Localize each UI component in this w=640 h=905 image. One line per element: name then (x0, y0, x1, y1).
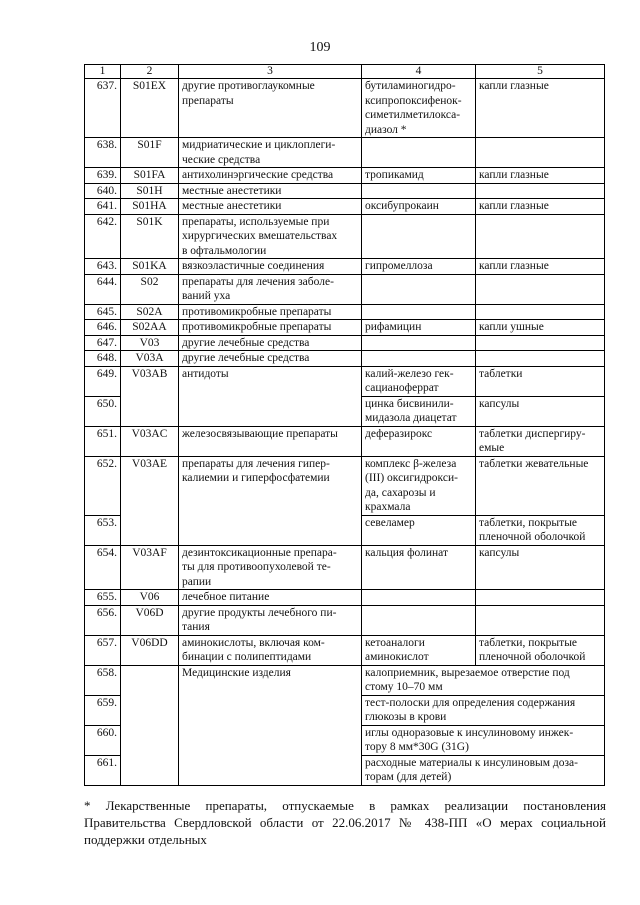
table-row (85, 274, 605, 304)
group-name: аминокислоты, включая ком- бинации с полипептидами (179, 635, 362, 665)
dosage-form: капли глазные (476, 199, 605, 215)
dosage-form: таблетки, покрытые пленочной оболочкой (476, 635, 605, 665)
atc-code: S01F (121, 138, 179, 168)
drug-name (362, 183, 476, 199)
row-number: 654. (85, 545, 121, 590)
column-header: 4 (362, 65, 476, 79)
atc-code-empty (121, 665, 179, 785)
group-name: мидриатические и циклоплеги- ческие средства (179, 138, 362, 168)
group-name: другие лечебные средства (179, 335, 362, 351)
group-name: препараты, используемые при хирургических вмешательствах в офтальмологии (179, 214, 362, 259)
drug-name: рифамицин (362, 320, 476, 336)
drug-name: цинка бисвинили- мидазола диацетат (362, 396, 476, 426)
table-row (85, 366, 605, 396)
atc-code: S01K (121, 214, 179, 259)
table-row (85, 665, 605, 695)
page-number: 109 (309, 40, 331, 55)
dosage-form (476, 605, 605, 635)
drug-name (362, 605, 476, 635)
row-number: 647. (85, 335, 121, 351)
dosage-form (476, 590, 605, 606)
dosage-form (476, 214, 605, 259)
group-name: Медицинские изделия (179, 665, 362, 785)
dosage-form: капли глазные (476, 168, 605, 184)
row-number: 643. (85, 259, 121, 275)
row-number: 646. (85, 320, 121, 336)
drug-list-table (84, 64, 605, 786)
table-row (85, 168, 605, 184)
column-header: 5 (476, 65, 605, 79)
medical-device-name: калоприемник, вырезаемое отверстие под стому 10–70 мм (362, 665, 605, 695)
group-name: другие противоглаукомные препараты (179, 79, 362, 138)
atc-code: V06DD (121, 635, 179, 665)
atc-code: V06D (121, 605, 179, 635)
table-row (85, 426, 605, 456)
row-number: 637. (85, 79, 121, 138)
row-number: 657. (85, 635, 121, 665)
drug-name (362, 335, 476, 351)
row-number: 659. (85, 695, 121, 725)
row-number: 658. (85, 665, 121, 695)
table-row (85, 590, 605, 606)
row-number: 650. (85, 396, 121, 426)
footnote: * Лекарственные препараты, отпускаемые в рамках реализации постановления Правительства Свердловской области от 22.06.2017 № 438-ПП «О мерах социальной поддержки отдельных (84, 798, 606, 847)
dosage-form (476, 335, 605, 351)
group-name: другие лечебные средства (179, 351, 362, 367)
table-row (85, 635, 605, 665)
dosage-form: капсулы (476, 545, 605, 590)
atc-code: S01HA (121, 199, 179, 215)
table-row (85, 259, 605, 275)
drug-name: тропикамид (362, 168, 476, 184)
row-number: 648. (85, 351, 121, 367)
dosage-form (476, 304, 605, 320)
medical-device-name: иглы одноразовые к инсулиновому инжек- тору 8 мм*30G (31G) (362, 725, 605, 755)
table-row (85, 351, 605, 367)
row-number: 638. (85, 138, 121, 168)
atc-code: V03AB (121, 366, 179, 426)
medical-device-name: тест-полоски для определения содержания глюкозы в крови (362, 695, 605, 725)
drug-name (362, 138, 476, 168)
column-header: 1 (85, 65, 121, 79)
drug-name: оксибупрокаин (362, 199, 476, 215)
row-number: 653. (85, 515, 121, 545)
table-row (85, 545, 605, 590)
atc-code: S02A (121, 304, 179, 320)
atc-code: V03 (121, 335, 179, 351)
group-name: другие продукты лечебного пи- тания (179, 605, 362, 635)
dosage-form: таблетки жевательные (476, 456, 605, 515)
atc-code: S01FA (121, 168, 179, 184)
group-name: местные анестетики (179, 183, 362, 199)
row-number: 639. (85, 168, 121, 184)
atc-code: V03A (121, 351, 179, 367)
column-header: 3 (179, 65, 362, 79)
drug-name: комплекс β-железа (III) оксигидрокси- да, сахарозы и крахмала (362, 456, 476, 515)
table-row (85, 214, 605, 259)
row-number: 645. (85, 304, 121, 320)
drug-name (362, 590, 476, 606)
table-row (85, 456, 605, 515)
row-number: 652. (85, 456, 121, 515)
atc-code: S02 (121, 274, 179, 304)
table-row (85, 138, 605, 168)
dosage-form: таблетки диспергиру- емые (476, 426, 605, 456)
table-row (85, 79, 605, 138)
group-name: препараты для лечения гипер- калиемии и гиперфосфатемии (179, 456, 362, 545)
group-name: дезинтоксикационные препара- ты для противоопухолевой те- рапии (179, 545, 362, 590)
row-number: 651. (85, 426, 121, 456)
dosage-form: таблетки, покрытые пленочной оболочкой (476, 515, 605, 545)
table-row (85, 183, 605, 199)
table-row (85, 320, 605, 336)
table-row (85, 335, 605, 351)
group-name: антидоты (179, 366, 362, 426)
dosage-form: капли глазные (476, 259, 605, 275)
dosage-form (476, 138, 605, 168)
drug-name (362, 214, 476, 259)
drug-name: севеламер (362, 515, 476, 545)
atc-code: V03AE (121, 456, 179, 545)
drug-name (362, 351, 476, 367)
atc-code: V06 (121, 590, 179, 606)
column-header: 2 (121, 65, 179, 79)
group-name: препараты для лечения заболе- ваний уха (179, 274, 362, 304)
dosage-form: капсулы (476, 396, 605, 426)
row-number: 641. (85, 199, 121, 215)
table-row (85, 199, 605, 215)
group-name: железосвязывающие препараты (179, 426, 362, 456)
atc-code: S01EX (121, 79, 179, 138)
atc-code: S01KA (121, 259, 179, 275)
group-name: местные анестетики (179, 199, 362, 215)
table-row (85, 605, 605, 635)
group-name: лечебное питание (179, 590, 362, 606)
group-name: противомикробные препараты (179, 320, 362, 336)
atc-code: S02AA (121, 320, 179, 336)
dosage-form (476, 351, 605, 367)
dosage-form (476, 183, 605, 199)
drug-name: бутиламиногидро- ксипропоксифенок- симетилметилокса- диазол * (362, 79, 476, 138)
medical-device-name: расходные материалы к инсулиновым доза- торам (для детей) (362, 755, 605, 785)
atc-code: V03AC (121, 426, 179, 456)
drug-name (362, 274, 476, 304)
row-number: 661. (85, 755, 121, 785)
row-number: 660. (85, 725, 121, 755)
drug-name: кальция фолинат (362, 545, 476, 590)
dosage-form: капли глазные (476, 79, 605, 138)
table-header-row (85, 65, 605, 79)
drug-name: кетоаналоги аминокислот (362, 635, 476, 665)
drug-name: деферазирокс (362, 426, 476, 456)
row-number: 649. (85, 366, 121, 396)
row-number: 656. (85, 605, 121, 635)
dosage-form: таблетки (476, 366, 605, 396)
atc-code: V03AF (121, 545, 179, 590)
atc-code: S01H (121, 183, 179, 199)
table-row (85, 304, 605, 320)
drug-name (362, 304, 476, 320)
row-number: 640. (85, 183, 121, 199)
drug-name: гипромеллоза (362, 259, 476, 275)
dosage-form (476, 274, 605, 304)
group-name: вязкоэластичные соединения (179, 259, 362, 275)
row-number: 642. (85, 214, 121, 259)
group-name: противомикробные препараты (179, 304, 362, 320)
dosage-form: капли ушные (476, 320, 605, 336)
row-number: 655. (85, 590, 121, 606)
drug-name: калий-железо гек- сацианоферрат (362, 366, 476, 396)
row-number: 644. (85, 274, 121, 304)
group-name: антихолинэргические средства (179, 168, 362, 184)
